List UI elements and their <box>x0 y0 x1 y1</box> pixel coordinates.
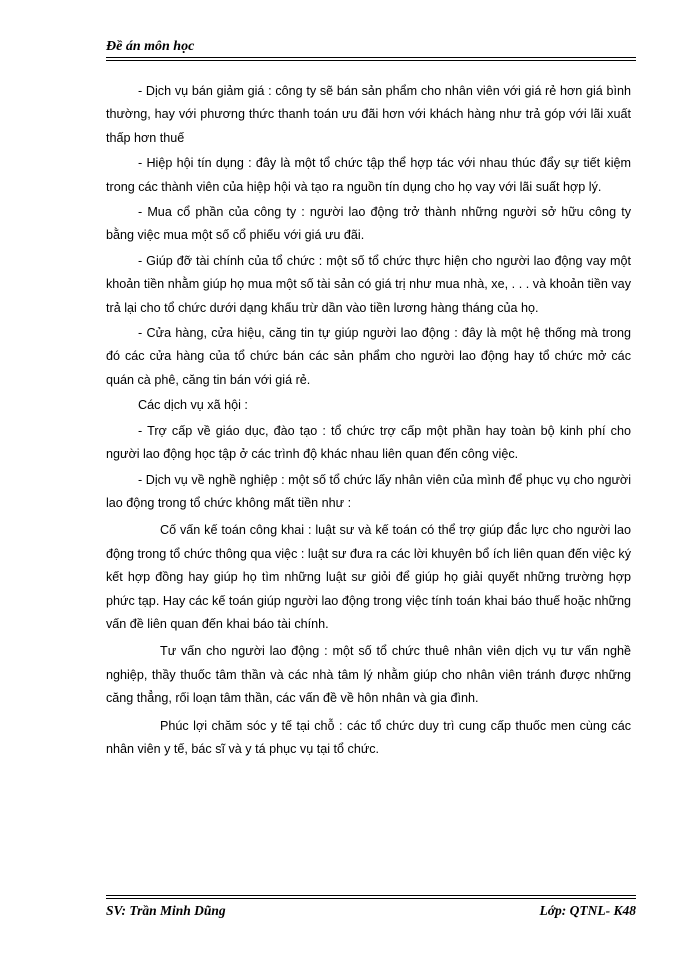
paragraph-onsite-healthcare: Phúc lợi chăm sóc y tế tại chỗ : các tổ chức duy trì cung cấp thuốc men cùng các nhân viên y tế, bác sĩ và y tá phục vụ tại tổ chức. <box>106 718 631 756</box>
header-rule <box>106 57 636 58</box>
paragraph-education-allowance: - Trợ cấp về giáo dục, đào tạo : tổ chức trợ cấp một phần hay toàn bộ kinh phí cho người lao động học tập ở các trình độ khác nhau liên quan đến công việc. <box>106 423 631 462</box>
footer-class: Lớp: QTNL- K48 <box>539 903 636 918</box>
paragraph-credit-union: - Hiệp hội tín dụng : đây là một tổ chức tập thể hợp tác với nhau thúc đẩy sự tiết kiệm trong các thành viên của hiệp hội và tạo ra nguồn tín dụng cho họ vay với lãi suất hợp lý. <box>106 156 631 194</box>
header-title: Đề án môn học <box>106 39 195 54</box>
paragraph-professional-services: - Dịch vụ về nghề nghiệp : một số tổ chức lấy nhân viên của mình để phục vụ cho người lao động trong tổ chức không mất tiền như : <box>106 472 631 510</box>
paragraph-stock-purchase: - Mua cổ phần của công ty : người lao động trở thành những người sở hữu công ty bằng việc mua một số cổ phiếu với giá ưu đãi. <box>106 205 631 243</box>
paragraph-stores-canteens: - Cửa hàng, cửa hiệu, căng tin tự giúp người lao động : đây là một hệ thống mà trong đó các cửa hàng của tổ chức bán các sản phẩm cho người lao động hay tổ chức mở các quán cà phê, căng tin bán với giá rẻ. <box>106 326 631 387</box>
paragraph-discount-service: - Dịch vụ bán giảm giá : công ty sẽ bán sản phẩm cho nhân viên với giá rẻ hơn giá bình thường, hay với phương thức thanh toán ưu đãi hơn với khách hàng như trả góp với lãi xuất thấp hơn thuế <box>106 84 631 145</box>
body-text <box>106 80 631 763</box>
paragraph-financial-help: - Giúp đỡ tài chính của tổ chức : một số tổ chức thực hiện cho người lao động vay một khoản tiền nhằm giúp họ mua một số tài sản có giá trị như mua nhà, xe, . . . và khoản tiền vay trả lại cho tổ chức dưới dạng khấu trừ dần vào tiền lương hàng tháng của họ. <box>106 253 631 315</box>
footer-rule-thin <box>106 895 636 896</box>
paragraph-counseling: Tư vấn cho người lao động : một số tổ chức thuê nhân viên dịch vụ tư vấn nghề nghiệp, thầy thuốc tâm thần và các nhà tâm lý nhằm giúp cho nhân viên tránh được những căng thẳng, rối loạn tâm thần, các vấn đề về hôn nhân và gia đình. <box>106 644 631 706</box>
header-rule-thin <box>106 60 636 61</box>
footer-rule <box>106 898 636 899</box>
footer-student-name: SV: Trần Minh Dũng <box>106 903 226 918</box>
paragraph-accounting-advice: Cố vấn kế toán công khai : luật sư và kế toán có thể trợ giúp đắc lực cho người lao động trong tổ chức thông qua việc : luật sư đưa ra các lời khuyên bổ ích liên quan đến việc ký kết hợp đồng hay giúp họ tìm những luật sư giỏi để giúp họ giải quyết những trường hợp phức tạp. Hay các kế toán giúp người lao động trong việc tính toán khai báo thuế hoặc những vấn đề liên quan đến khai báo tài chính. <box>106 523 631 631</box>
paragraph-social-services-heading: Các dịch vụ xã hội : <box>138 398 248 413</box>
